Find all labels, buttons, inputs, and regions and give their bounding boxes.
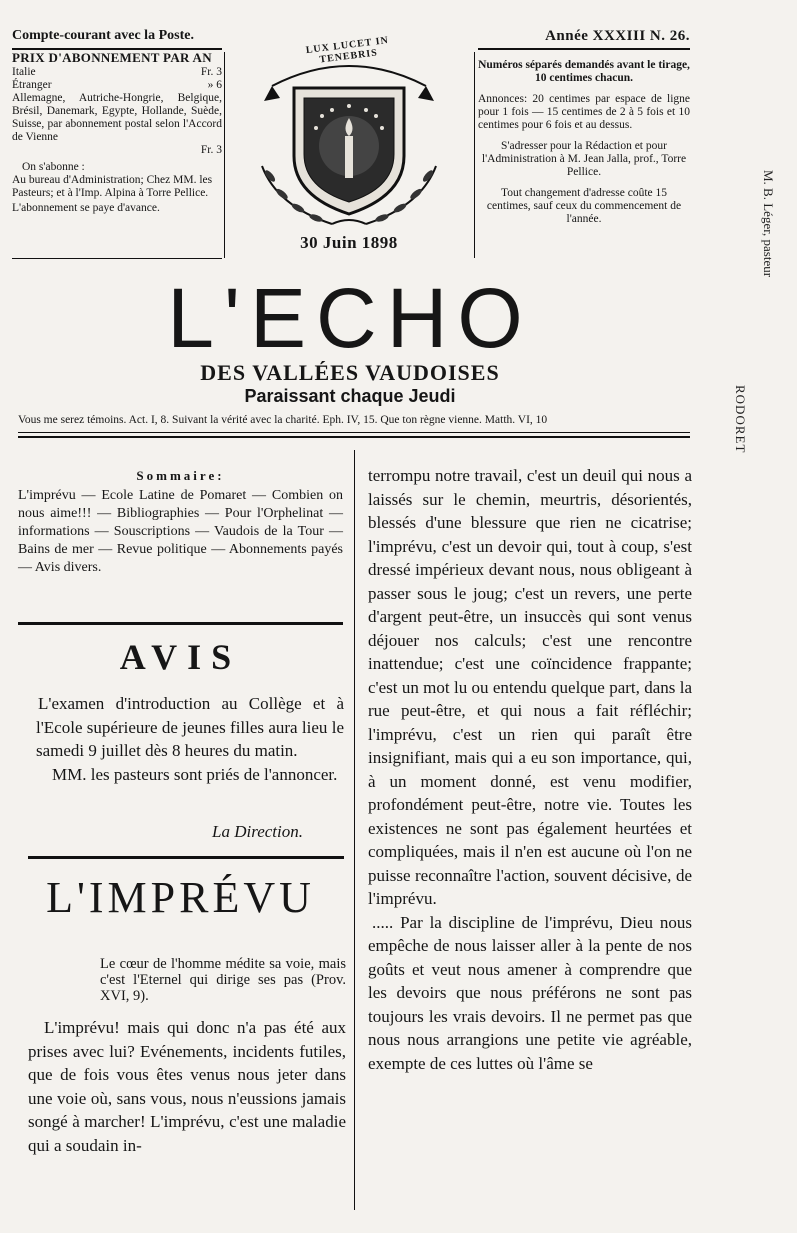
- newspaper-title: L'ECHO: [167, 271, 533, 365]
- countries-price: Fr. 3: [200, 144, 222, 156]
- article-epigraph: Le cœur de l'homme médite sa voie, mais c'est l'Eternel qui dirige ses pas (Prov. XVI, 9).: [100, 956, 346, 1004]
- price-value: » 6: [207, 79, 222, 91]
- divider: [224, 52, 225, 258]
- divider: [18, 436, 690, 438]
- avis-signature: La Direction.: [212, 822, 303, 841]
- avis-paragraph: MM. les pasteurs sont priés de l'annoncer.: [52, 764, 338, 784]
- subscription-block: [12, 28, 222, 215]
- article-paragraph-start: L'imprévu! mais qui donc n'a pas été aux prises avec lui? Evénements, incidents futiles, que de fois vous êtes venus nous jeter dans une voie où, sans vous, nous n'eussions jamais songé à marcher! L'imprévu, c'est une maladie qui a soudain in-: [28, 1018, 346, 1155]
- avis-title: AVIS: [119, 637, 242, 677]
- avis-text: [36, 692, 344, 786]
- price-row-foreign: [12, 79, 222, 92]
- newspaper-subtitle: DES VALLÉES VAUDOISES: [200, 360, 500, 385]
- handwritten-address: M. B. Léger, pasteur: [761, 170, 776, 278]
- emblem-icon: [232, 46, 466, 232]
- divider: [28, 856, 344, 859]
- divider: [18, 432, 690, 433]
- divider: [478, 48, 690, 50]
- article-paragraph-cont: terrompu notre travail, c'est un deuil qui nous a laissés sur le chemin, meurtris, désorientés, blessés d'une blessure que rien ne cicatrise; l'imprévu, c'est un devoir qui, tout à coup, s'est dressé impérieux devant nous, nous obligeant à passer sous le joug; c'est un revers, une perte d'argent peut-être, un insuccès qui sont venus déjouer nos calculs; c'est une rencontre inattendue; c'est une coïncidence frappante; c'est un mot lu ou entendu quelque part, dans la rue peut-être, et qui nous a fait réfléchir; l'imprévu, c'est un rien qui paraît être insignifiant, mais qui a eu son importance, qui, à un moment donné, est venu modifier, profondément peut-être, notre vie. Toutes les existences ne sont pas également heurtées et compliquées, mais il n'en est aucune où l'on ne puisse reconnaître l'action, souvent décisive, de l'imprévu.: [368, 466, 692, 908]
- article-paragraph: ..... Par la discipline de l'imprévu, Dieu nous empêche de nous laisser aller à la pente de nos goûts et veut nous amener à comprendre que les devoirs que nous préférons ne sont pas toujours les vrais devoirs. Il ne permet pas que nous nous arrangions une petite vie agréable, exempte de ces luttes où l'âme se: [368, 912, 692, 1073]
- article-column-left: [28, 1016, 346, 1157]
- issue-info-block: [478, 28, 690, 226]
- numbers-note: Numéros séparés demandés avant le tirage, 10 centimes chacun.: [478, 59, 690, 84]
- frequency-line: Paraissant chaque Jeudi: [244, 386, 456, 406]
- handwritten-place: RODORET: [733, 385, 748, 454]
- column-divider: [354, 450, 355, 1210]
- price-title: PRIX D'ABONNEMENT PAR AN: [12, 50, 212, 65]
- countries-text: Allemagne, Autriche-Hongrie, Belgique, Brésil, Danemark, Egypte, Hollande, Suède, Suisse, par abonnement postal selon l'Accord de Vienne: [12, 92, 222, 143]
- scripture-motto: Vous me serez témoins. Act. I, 8. Suivant la vérité avec la charité. Eph. IV, 15. Que ton règne vienne. Matth. VI, 10: [18, 414, 548, 426]
- ads-note: Annonces: 20 centimes par espace de ligne pour 1 fois — 15 centimes de 2 à 5 fois et 10 centimes pour 6 fois et au dessus.: [478, 93, 690, 131]
- subscribe-text: Au bureau d'Administration; Chez MM. les Pasteurs; et à l'Imp. Alpina à Torre Pellice.: [12, 174, 213, 199]
- address-note: S'adresser pour la Rédaction et pour l'Administration à M. Jean Jalla, prof., Torre Pellice.: [481, 140, 687, 178]
- article-title: L'IMPRÉVU: [46, 873, 315, 922]
- subscribe-title: On s'abonne :: [22, 161, 85, 173]
- change-note: Tout changement d'adresse coûte 15 centimes, sauf ceux du commencement de l'année.: [486, 187, 682, 225]
- price-place: Étranger: [12, 79, 52, 91]
- divider: [18, 622, 343, 625]
- divider: [474, 52, 475, 258]
- divider: [12, 48, 222, 50]
- price-value: Fr. 3: [200, 66, 222, 78]
- issue-date: 30 Juin 1898: [300, 233, 398, 252]
- account-line: Compte-courant avec la Poste.: [12, 28, 194, 43]
- article-column-right: [368, 464, 692, 1075]
- avis-paragraph: L'examen d'introduction au Collège et à l'Ecole supérieure de jeunes filles aura lieu le samedi 9 juillet dès 8 heures du matin.: [36, 694, 344, 760]
- issue-number: Année XXXIII N. 26.: [545, 28, 690, 44]
- advance-note: L'abonnement se paye d'avance.: [12, 202, 160, 214]
- price-place: Italie: [12, 66, 36, 78]
- sommaire-text: L'imprévu — Ecole Latine de Pomaret — Combien on nous aime!!! — Bibliographies — Pour l'Orphelinat — informations — Souscriptions — Vaudois de la Tour — Bains de mer — Revue politique — Abonnements payés — Avis divers.: [18, 488, 343, 575]
- emblem-motto: LUX LUCET IN TENEBRIS: [305, 34, 390, 66]
- divider: [12, 258, 222, 259]
- sommaire-title: Sommaire:: [136, 468, 225, 483]
- price-row-italy: [12, 66, 222, 79]
